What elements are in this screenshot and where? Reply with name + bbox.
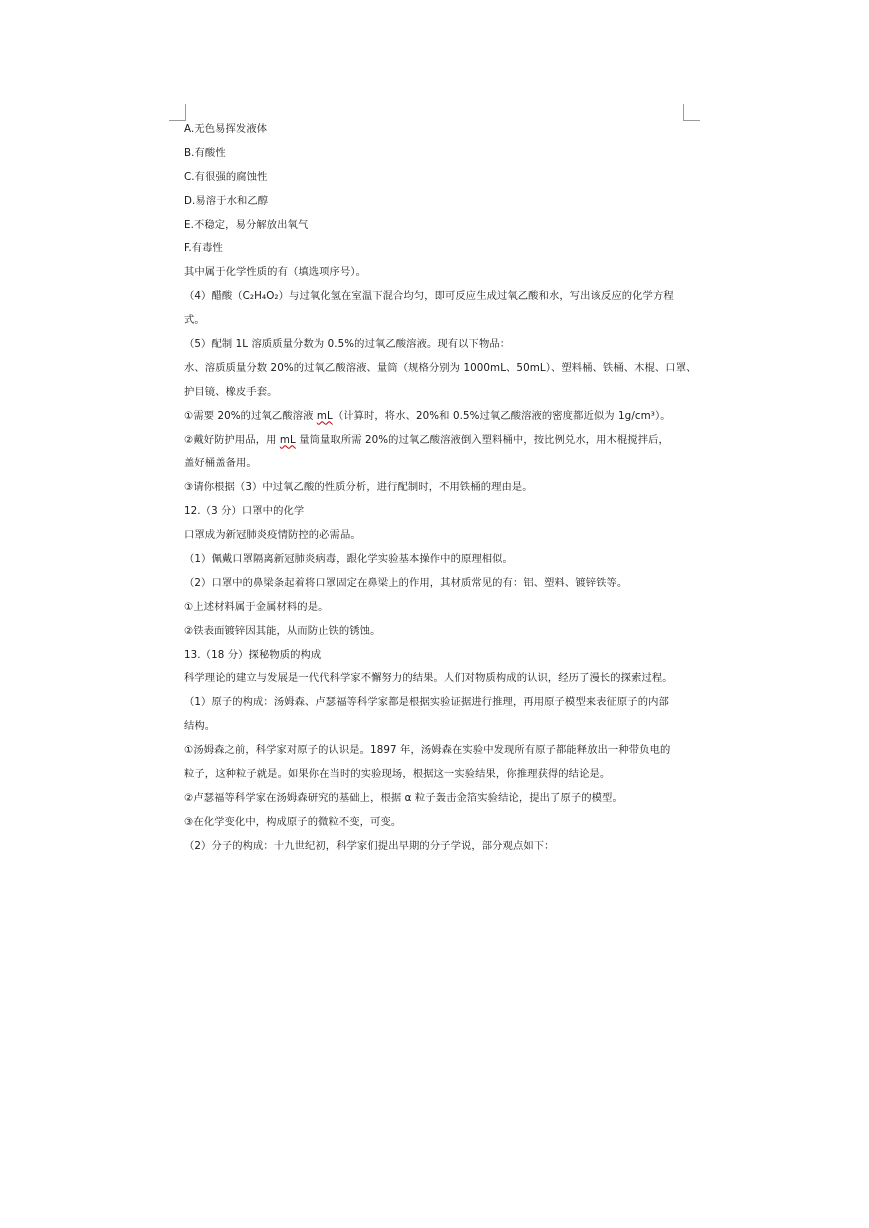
text-line — [184, 405, 694, 429]
text-run: 护目镜、橡皮手套。 — [184, 385, 278, 398]
text-line — [184, 548, 694, 572]
text-run: D.易溶于水和乙醇 — [184, 194, 269, 207]
text-line — [184, 381, 694, 405]
text-run: 口罩成为新冠肺炎疫情防控的必需品。 — [184, 529, 361, 542]
text-run: （2）口罩中的鼻梁条起着将口罩固定在鼻梁上的作用，其材质常见的有：铝、塑料、镀锌铁等。 — [184, 576, 628, 589]
unit-with-spellcheck-underline: mL — [316, 409, 333, 422]
text-line — [184, 691, 694, 715]
text-run: ③在化学变化中，构成原子的微粒不变，可变。 — [184, 815, 402, 828]
text-line — [184, 214, 694, 238]
text-line — [184, 118, 694, 142]
text-run: F.有毒性 — [184, 242, 223, 255]
text-run: ①需要 20%的过氧乙酸溶液 — [184, 409, 317, 422]
text-line — [184, 452, 694, 476]
text-run: （5）配制 1L 溶质质量分数为 0.5%的过氧乙酸溶液。现有以下物品： — [184, 338, 511, 351]
unit-with-spellcheck-underline: mL — [279, 433, 296, 446]
text-run: 量筒量取所需 20%的过氧乙酸溶液倒入塑料桶中，按比例兑水，用木棍搅拌后， — [295, 433, 669, 446]
text-run: ②铁表面镀锌因其能，从而防止铁的锈蚀。 — [184, 624, 381, 637]
text-run: A.无色易挥发液体 — [184, 123, 268, 135]
text-run: （1）原子的构成：汤姆森、卢瑟福等科学家都是根据实验证据进行推理，再用原子模型来表征原子的内部 — [184, 696, 669, 709]
text-run: 盖好桶盖备用。 — [184, 457, 257, 470]
text-line — [184, 309, 694, 333]
text-line — [184, 285, 694, 309]
text-run: （1）佩戴口罩隔离新冠肺炎病毒，跟化学实验基本操作中的原理相似。 — [184, 553, 513, 566]
text-line — [184, 715, 694, 739]
text-run: ①上述材料属于金属材料的是。 — [184, 600, 329, 613]
text-line — [184, 357, 697, 381]
text-run: 水、溶质质量分数 20%的过氧乙酸溶液、量筒（规格分别为 1000mL、50mL）、塑料桶、铁桶、木棍、口罩、 — [184, 361, 697, 374]
text-line — [184, 190, 694, 214]
text-run: 13.（18 分）探秘物质的构成 — [184, 648, 322, 661]
text-run: B.有酸性 — [184, 146, 226, 159]
text-run: （2）分子的构成：十九世纪初，科学家们提出早期的分子学说，部分观点如下： — [184, 839, 555, 852]
text-line — [184, 763, 694, 787]
text-line — [184, 166, 694, 190]
text-run: E.不稳定，易分解放出氧气 — [184, 218, 309, 231]
text-line — [184, 261, 694, 285]
text-run: （4）醋酸（C₂H₄O₂）与过氧化氢在室温下混合均匀，即可反应生成过氧乙酸和水，写出该反应的化学方程 — [184, 290, 674, 303]
text-line — [184, 333, 694, 357]
text-line — [184, 524, 694, 548]
text-line — [184, 237, 694, 261]
text-run: 式。 — [184, 314, 205, 327]
text-run: ②戴好防护用品，用 — [184, 433, 280, 446]
text-line — [184, 835, 694, 859]
document-body — [184, 118, 697, 859]
text-run: 其中属于化学性质的有（填选项序号）。 — [184, 266, 366, 279]
text-run: 粒子，这种粒子就是。如果你在当时的实验现场，根据这一实验结果，你推理获得的结论是。 — [184, 768, 611, 781]
text-run: C.有很强的腐蚀性 — [184, 170, 268, 183]
text-line — [184, 429, 694, 453]
text-line — [184, 476, 694, 500]
text-line — [184, 787, 694, 811]
text-line — [184, 596, 694, 620]
text-line — [184, 667, 694, 691]
text-run: ③请你根据（3）中过氧乙酸的性质分析，进行配制时，不用铁桶的理由是。 — [184, 481, 533, 494]
text-line — [184, 620, 694, 644]
text-run: ②卢瑟福等科学家在汤姆森研究的基础上，根据 α 粒子轰击金箔实验结论，提出了原子的模型。 — [184, 791, 623, 804]
text-run: 科学理论的建立与发展是一代代科学家不懈努力的结果。人们对物质构成的认识，经历了漫长的探索过程。 — [184, 672, 673, 685]
text-line — [184, 739, 694, 763]
text-line — [184, 142, 694, 166]
text-run: ①汤姆森之前，科学家对原子的认识是。1897 年，汤姆森在实验中发现所有原子都能释放出一种带负电的 — [184, 744, 671, 757]
text-line — [184, 500, 694, 524]
text-run: 12.（3 分）口罩中的化学 — [184, 505, 305, 518]
text-run: 结构。 — [184, 720, 216, 733]
text-line — [184, 644, 694, 668]
text-run: （计算时，将水、20%和 0.5%过氧乙酸溶液的密度都近似为 1g/cm³）。 — [332, 409, 671, 422]
text-line — [184, 811, 694, 835]
text-line — [184, 572, 694, 596]
